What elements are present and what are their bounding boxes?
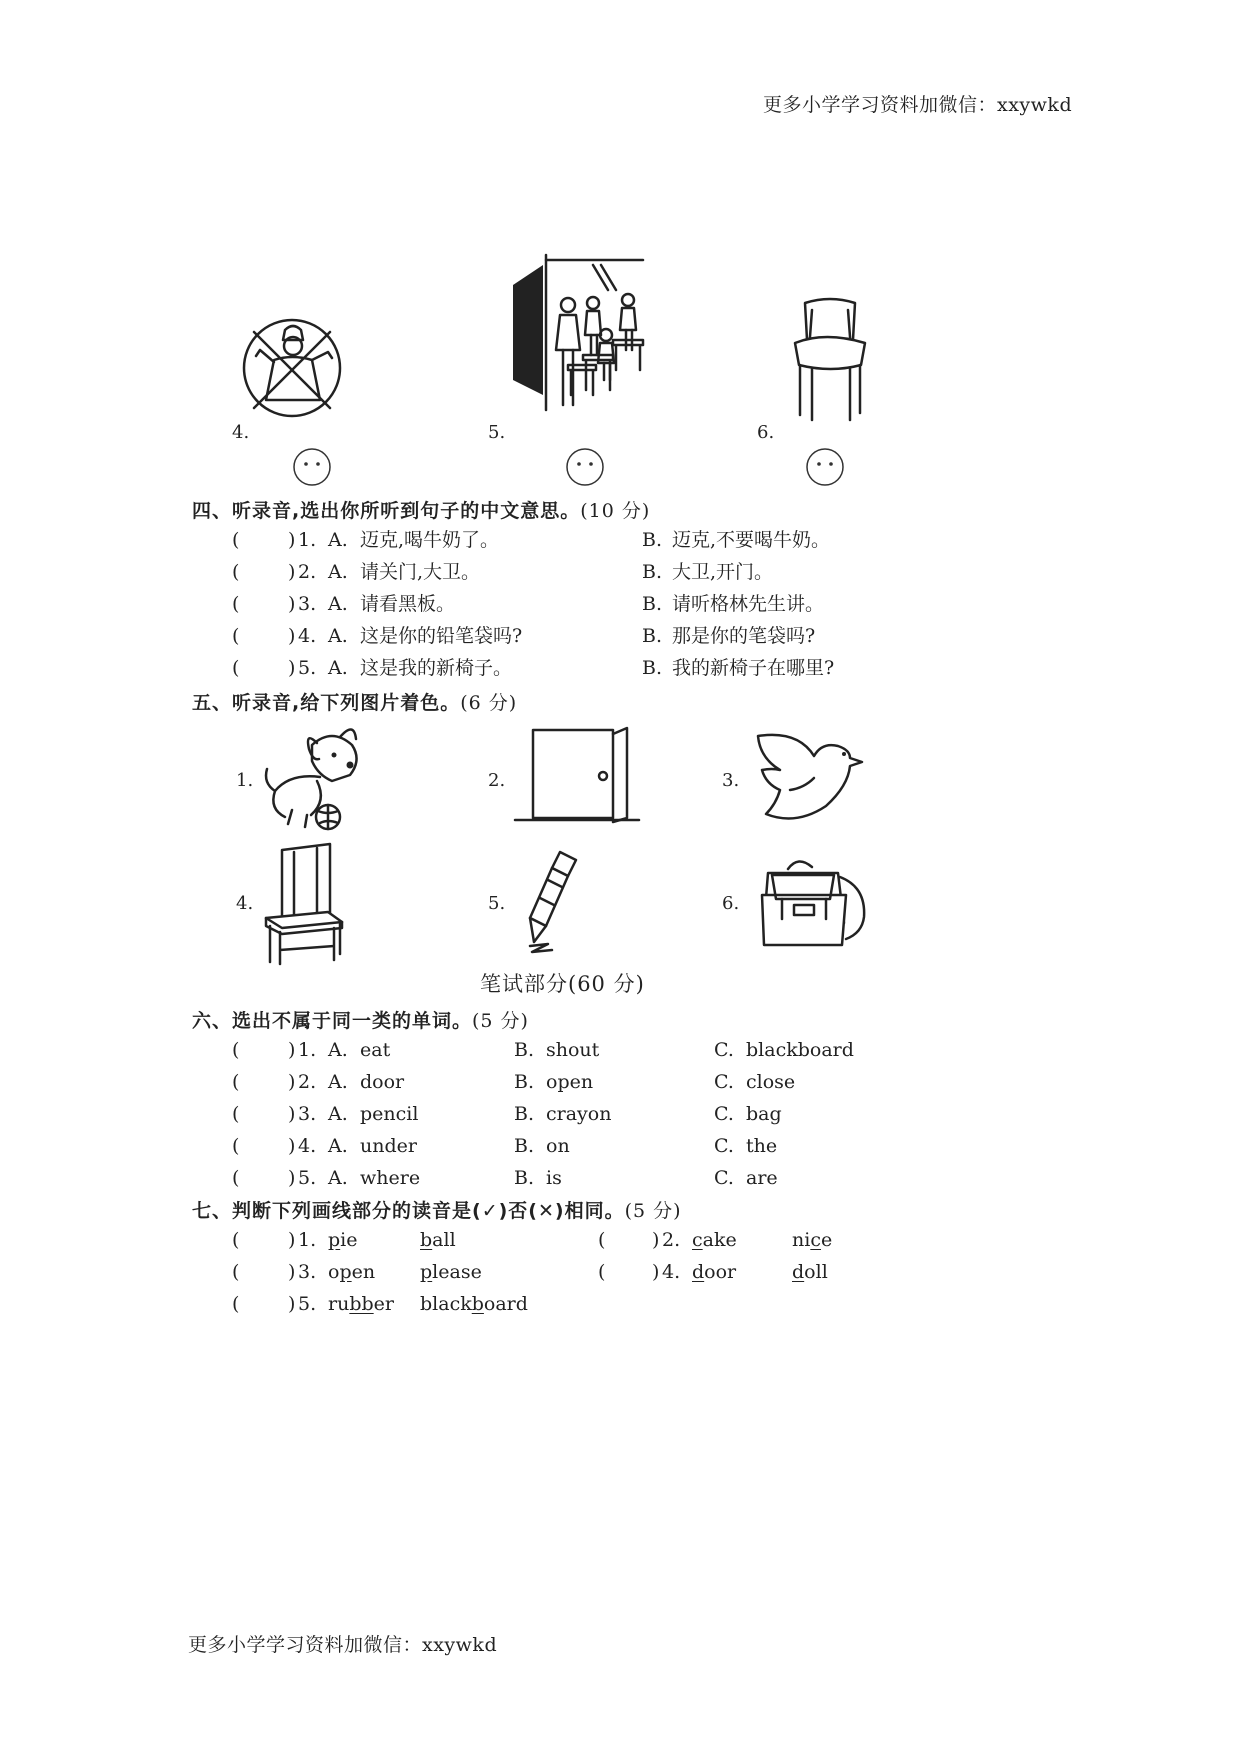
no-drinking-milk-sign-icon bbox=[230, 310, 360, 424]
chair-icon bbox=[262, 840, 347, 969]
smiley-face-icon bbox=[805, 447, 845, 491]
list-item: ( ) 1. pie ball ( ) 2. cake nice bbox=[232, 1229, 833, 1251]
smiley-face-icon bbox=[292, 447, 332, 491]
list-item: ( ) 1. A. 迈克,喝牛奶了。 B. 迈克,不要喝牛奶。 bbox=[232, 529, 831, 551]
list-item: ( ) 1. A. eat B. shout C. blackboard bbox=[232, 1039, 854, 1061]
list-item: ( ) 4. A. 这是你的铅笔袋吗? B. 那是你的笔袋吗? bbox=[232, 625, 816, 647]
section4-title: 四、听录音,选出你所听到句子的中文意思。(10 分) bbox=[192, 500, 651, 522]
picture-number: 1. bbox=[236, 770, 254, 791]
written-part-title: 笔试部分(60 分) bbox=[480, 972, 645, 996]
section6-list bbox=[232, 1034, 1032, 1194]
section7-list bbox=[232, 1224, 1032, 1324]
picture-number: 5. bbox=[488, 422, 506, 443]
picture-number: 6. bbox=[722, 893, 740, 914]
list-item: ( ) 3. A. 请看黑板。 B. 请听格林先生讲。 bbox=[232, 593, 825, 615]
chair-with-clothes-icon bbox=[790, 298, 870, 427]
list-item: ( ) 5. A. where B. is C. are bbox=[232, 1167, 778, 1189]
door-icon bbox=[515, 728, 640, 832]
picture-number: 4. bbox=[232, 422, 250, 443]
footer-note: 更多小学学习资料加微信：xxywkd bbox=[188, 1634, 498, 1656]
picture-number: 5. bbox=[488, 893, 506, 914]
section7-title: 七、判断下列画线部分的读音是(✓)否(✕)相同。(5 分) bbox=[192, 1200, 682, 1222]
school-bag-icon bbox=[748, 855, 868, 959]
list-item: ( ) 3. A. pencil B. crayon C. bag bbox=[232, 1103, 782, 1125]
list-item: ( ) 2. A. 请关门,大卫。 B. 大卫,开门。 bbox=[232, 561, 774, 583]
picture-number: 4. bbox=[236, 893, 254, 914]
picture-number: 3. bbox=[722, 770, 740, 791]
list-item: ( ) 5. A. 这是我的新椅子。 B. 我的新椅子在哪里? bbox=[232, 657, 835, 679]
list-item: ( ) 4. A. under B. on C. the bbox=[232, 1135, 778, 1157]
dog-with-ball-icon bbox=[262, 725, 372, 839]
list-item: ( ) 2. A. door B. open C. close bbox=[232, 1071, 796, 1093]
list-item: ( ) 5. rubber blackboard bbox=[232, 1293, 528, 1315]
picture-number: 2. bbox=[488, 770, 506, 791]
smiley-face-icon bbox=[565, 447, 605, 491]
section5-title: 五、听录音,给下列图片着色。(6 分) bbox=[192, 692, 518, 714]
section4-list bbox=[232, 524, 1032, 684]
header-note: 更多小学学习资料加微信：xxywkd bbox=[763, 94, 1073, 116]
classroom-teacher-students-icon bbox=[508, 255, 658, 419]
section6-title: 六、选出不属于同一类的单词。(5 分) bbox=[192, 1010, 529, 1032]
bird-icon bbox=[750, 730, 865, 829]
crayon-icon bbox=[520, 850, 590, 964]
picture-number: 6. bbox=[757, 422, 775, 443]
list-item: ( ) 3. open please ( ) 4. door doll bbox=[232, 1261, 828, 1283]
